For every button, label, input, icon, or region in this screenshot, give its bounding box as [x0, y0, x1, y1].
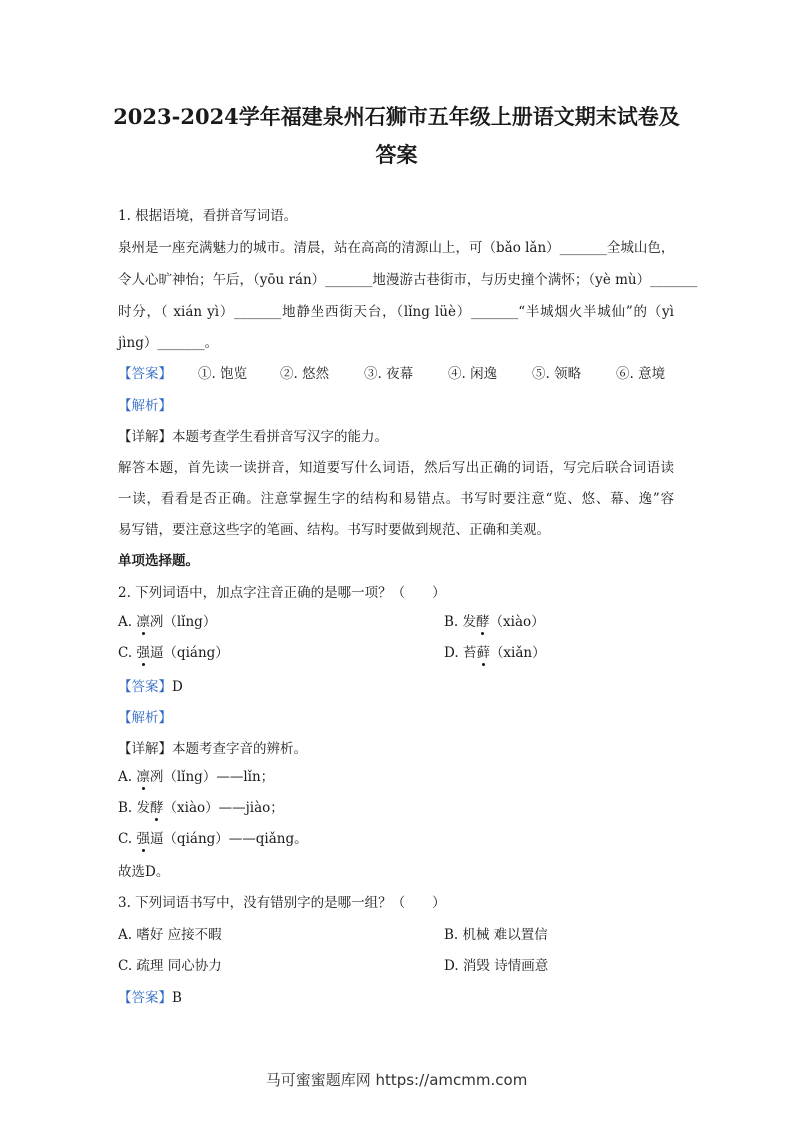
- q2-option-c-prefix: C.: [118, 645, 137, 661]
- q2-option-a: [118, 612, 216, 632]
- q2-option-a-prefix: A.: [118, 614, 137, 630]
- q1-answer-1: ①. 饱览: [198, 366, 248, 382]
- q2-detail-tag: 【详解】: [118, 741, 172, 757]
- q2-option-b-prefix: B. 发: [444, 614, 477, 630]
- q2-analysis-tag: 【解析】: [118, 710, 172, 726]
- q1-passage-line-1: 泉州是一座充满魅力的城市。清晨，站在高高的清源山上，可（bǎo lǎn）_______全城山色，: [118, 240, 675, 256]
- q1-detail-text: 本题考查学生看拼音写汉字的能力。: [172, 429, 388, 445]
- q1-answer-4: ④. 闲逸: [448, 366, 498, 382]
- q3-stem: 3. 下列词语书写中，没有错别字的是哪一组？（ ）: [118, 895, 446, 911]
- q3-answer-value: B: [172, 990, 182, 1006]
- q2-option-d-dotted-char: 藓: [476, 645, 490, 661]
- q2-explanation-a-rest: 冽（lǐng）——lǐn；: [149, 769, 275, 785]
- q2-option-c: [118, 643, 229, 663]
- q1-detail: [118, 427, 388, 447]
- section-heading: 单项选择题。: [118, 553, 199, 569]
- q1-explanation-line-1: 解答本题，首先读一读拼音，知道要写什么词语，然后写出正确的词语，写完后联合词语读: [118, 460, 674, 476]
- q1-answer-2: ②. 悠然: [280, 366, 330, 382]
- q2-option-c-rest: 逼（qiáng）: [149, 645, 229, 661]
- q2-detail-text: 本题考查字音的辨析。: [172, 741, 307, 757]
- q2-explanation-c-dotted-char: 强: [136, 831, 150, 847]
- q2-explanation-b-prefix: B. 发: [118, 800, 151, 816]
- q2-explanation-a-prefix: A.: [118, 769, 137, 785]
- q1-detail-tag: 【详解】: [118, 429, 172, 445]
- footer-watermark: 马可蜜蜜题库网 https://amcmm.com: [265, 1071, 528, 1089]
- q3-answer-tag: 【答案】: [118, 990, 172, 1006]
- q3-option-d: D. 消毁 诗情画意: [444, 958, 549, 974]
- q3-option-b: B. 机械 难以置信: [444, 927, 548, 943]
- title-line-2: 答案: [375, 142, 418, 167]
- q2-explanation-a-dotted-char: 凛: [136, 769, 150, 785]
- q1-passage-line-3: 时分，（ xián yì）_______地静坐西街天台，（lǐng lüè）_______“半城烟火半城仙”的（yì: [118, 304, 674, 320]
- q2-conclusion: 故选D。: [118, 864, 170, 880]
- q1-explanation-line-2: 一读，看看是否正确。注意掌握生字的结构和易错点。书写时要注意“览、悠、幕、逸”容: [118, 491, 674, 507]
- q2-answer-value: D: [172, 679, 183, 695]
- q2-answer-tag: 【答案】: [118, 679, 172, 695]
- q1-answer-3: ③. 夜幕: [364, 366, 414, 382]
- q3-answer: [118, 988, 182, 1008]
- q1-passage-line-2: 令人心旷神怡；午后，（yōu rán）_______地漫游古巷街市，与历史撞个满怀；（yè mù）_______: [118, 272, 698, 288]
- q2-option-c-dotted-char: 强: [136, 645, 150, 661]
- q2-option-a-dotted-char: 凛: [136, 614, 150, 630]
- q2-option-b: [444, 612, 545, 632]
- q2-explanation-c: [118, 829, 308, 849]
- q1-stem: 1. 根据语境，看拼音写词语。: [118, 208, 298, 224]
- q1-passage-line-4: jìng）_______。: [118, 335, 219, 351]
- q2-explanation-b: [118, 798, 284, 818]
- q2-explanation-b-dotted-char: 酵: [150, 800, 164, 816]
- q1-analysis-tag: 【解析】: [118, 398, 172, 414]
- q2-option-d: [444, 643, 546, 663]
- q2-option-d-prefix: D. 苔: [444, 645, 477, 661]
- q1-answer-6: ⑥. 意境: [616, 366, 666, 382]
- q3-option-c: C. 疏理 同心协力: [118, 958, 222, 974]
- q2-stem: 2. 下列词语中，加点字注音正确的是哪一项？（ ）: [118, 585, 446, 601]
- q2-explanation-c-rest: 逼（qiáng）——qiǎng。: [149, 831, 308, 847]
- q2-option-b-dotted-char: 酵: [476, 614, 490, 630]
- q2-detail: [118, 739, 307, 759]
- q1-answer-row: [118, 364, 674, 384]
- title-line-1: 2023-2024学年福建泉州石狮市五年级上册语文期末试卷及: [113, 104, 680, 129]
- q2-answer: [118, 677, 183, 697]
- q1-answer-tag: 【答案】: [118, 366, 172, 382]
- document-title: [100, 98, 693, 174]
- q2-explanation-c-prefix: C.: [118, 831, 137, 847]
- q1-explanation-line-3: 易写错，要注意这些字的笔画、结构。书写时要做到规范、正确和美观。: [118, 522, 550, 538]
- q2-option-d-rest: （xiǎn）: [489, 645, 546, 661]
- q3-option-a: A. 嗜好 应接不暇: [118, 927, 222, 943]
- q2-explanation-b-rest: （xiào）——jiào；: [163, 800, 284, 816]
- q1-answer-5: ⑤. 领略: [532, 366, 582, 382]
- q2-explanation-a: [118, 767, 274, 787]
- q2-option-b-rest: （xiào）: [489, 614, 545, 630]
- q2-option-a-rest: 冽（lǐng）: [149, 614, 217, 630]
